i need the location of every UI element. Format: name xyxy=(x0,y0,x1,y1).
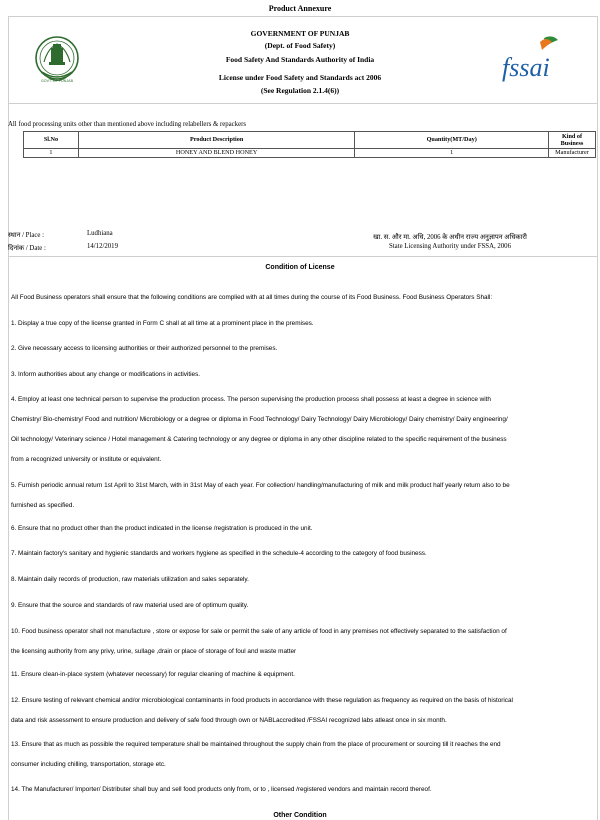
condition-11 xyxy=(11,665,595,685)
page-title: Product Annexure xyxy=(268,4,332,13)
cell-kind-of-business: Manufacturer xyxy=(549,149,596,158)
date-value: 14/12/2019 xyxy=(87,243,118,250)
department-line: (Dept. of Food Safety) xyxy=(264,41,336,50)
condition-line: 5. Furnish periodic annual return 1st April to 31st March, with in 31st May of each year. For collection/ handling/manufacturing of milk and milk product half yearly return also to be xyxy=(11,482,510,489)
government-heading: GOVERNMENT OF PUNJAB xyxy=(250,29,350,38)
cell-slno: 1 xyxy=(24,149,79,158)
units-note: All food processing units other than mentioned above including relabellers & repackers xyxy=(8,121,247,128)
condition-2 xyxy=(11,339,595,359)
condition-line: data and risk assessment to ensure production and delivery of safe food through own or NABLaccredited /FSSAI recognized labs atleast once in six month. xyxy=(11,717,447,724)
condition-9 xyxy=(11,596,595,616)
condition-line: 6. Ensure that no product other than the product indicated in the license /registration is produced in the unit. xyxy=(11,525,313,532)
license-act-line: License under Food Safety and Standards act 2006 xyxy=(218,73,382,82)
condition-line: All Food Business operators shall ensure that the following conditions are complied with at all times during the course of its Food Business. Food Business Operators Shall: xyxy=(11,294,493,301)
table-row xyxy=(24,149,596,158)
header-kind-of-business: Kind of Business xyxy=(549,132,596,149)
condition-3 xyxy=(11,365,595,385)
condition-6 xyxy=(11,519,595,539)
condition-line: 9. Ensure that the source and standards of raw material used are of optimum quality. xyxy=(11,602,249,609)
condition-line: 8. Maintain daily records of production, raw materials utilization and sales separately. xyxy=(11,576,249,583)
condition-10 xyxy=(11,622,595,662)
authority-line: Food Safety And Standards Authority of India xyxy=(225,55,375,64)
condition-line: 4. Employ at least one technical person to supervise the production process. The person supervising the production process shall possess at least a degree in science with xyxy=(11,396,491,403)
condition-line: 7. Maintain factory's sanitary and hygienic standards and workers hygiene as specified in the schedule-4 according to the category of food business. xyxy=(11,550,427,557)
cell-quantity: 1 xyxy=(355,149,549,158)
product-table-header xyxy=(24,132,596,149)
condition-line: from a recognized university or institute or equivalent. xyxy=(11,456,162,463)
header-product-description: Product Description xyxy=(78,132,354,149)
condition-line: furnished as specified. xyxy=(11,502,75,509)
place-value: Ludhiana xyxy=(87,230,113,237)
condition-7 xyxy=(11,544,595,564)
other-condition-title: Other Condition xyxy=(273,812,327,819)
header-quantity: Quantity(MT/Day) xyxy=(355,132,549,149)
condition-line: 3. Inform authorities about any change or modifications in activities. xyxy=(11,371,201,378)
condition-8 xyxy=(11,570,595,590)
condition-line: Chemistry/ Bio-chemistry/ Food and nutrition/ Microbiology or a degree or diploma in Food Technology/ Dairy Technology/ Dairy Microbiology/ Dairy chemistry/ Dairy engineering/ xyxy=(11,416,508,423)
condition-5 xyxy=(11,476,595,516)
condition-line: 1. Display a true copy of the license granted in Form C shall at all time at a prominent place in the premises. xyxy=(11,320,314,327)
condition-line: 2. Give necessary access to licensing authorities or their authorized personnel to the premises. xyxy=(11,345,278,352)
condition-line: the licensing authority from any privy, urine, sullage ,drain or place of storage of foul and waste matter xyxy=(11,648,297,655)
cell-product-description: HONEY AND BLEND HONEY xyxy=(78,149,354,158)
fssai-wordmark: fssai xyxy=(502,53,550,82)
fssai-logo-icon xyxy=(500,32,562,86)
authority-hindi: खा. स. और मा. अधि, 2006 के अधीन राज्य अनुज्ञापन अधिकारी xyxy=(373,234,527,241)
header-slno: Sl.No xyxy=(24,132,79,149)
date-label: दिनांक / Date : xyxy=(8,245,46,252)
condition-line: 13. Ensure that as much as possible the required temperature shall be maintained throughout the supply chain from the place of procurement or sourcing till it reaches the end xyxy=(11,741,501,748)
regulation-line: (See Regulation 2.1.4(6)) xyxy=(260,86,340,95)
condition-line: 10. Food business operator shall not manufacture , store or expose for sale or permit the sale of any article of food in any premises not effectively separated to the satisfaction of xyxy=(11,628,507,635)
conditions-title: Condition of License xyxy=(265,264,335,271)
condition-1 xyxy=(11,314,595,334)
condition-intro xyxy=(11,288,595,308)
condition-4 xyxy=(11,390,595,470)
condition-line: 11. Ensure clean-in-place system (whatever necessary) for regular cleaning of machine & equipment. xyxy=(11,671,295,678)
condition-12 xyxy=(11,691,595,731)
condition-13 xyxy=(11,735,595,775)
condition-line: 14. The Manufacturer/ Importer/ Distributer shall buy and sell food products only from, or to , licensed /registered vendors and maintain record thereof. xyxy=(11,786,432,793)
condition-14 xyxy=(11,780,595,800)
condition-line: Oil technology/ Veterinary science / Hotel management & Catering technology or any degree or diploma in any other discipline related to the specific requirement of the business xyxy=(11,436,507,443)
emblem-caption: GOVT. OF PUNJAB xyxy=(41,79,73,83)
authority-english: State Licensing Authority under FSSA, 2006 xyxy=(389,243,511,250)
condition-line: 12. Ensure testing of relevant chemical and/or microbiological contaminants in food products in accordance with these regulation as frequency as required on the basis of historical xyxy=(11,697,513,704)
place-label: स्थान / Place : xyxy=(8,232,44,239)
product-table xyxy=(23,131,596,158)
condition-line: consumer including chilling, transportation, storage etc. xyxy=(11,761,166,768)
section-divider xyxy=(8,256,598,257)
